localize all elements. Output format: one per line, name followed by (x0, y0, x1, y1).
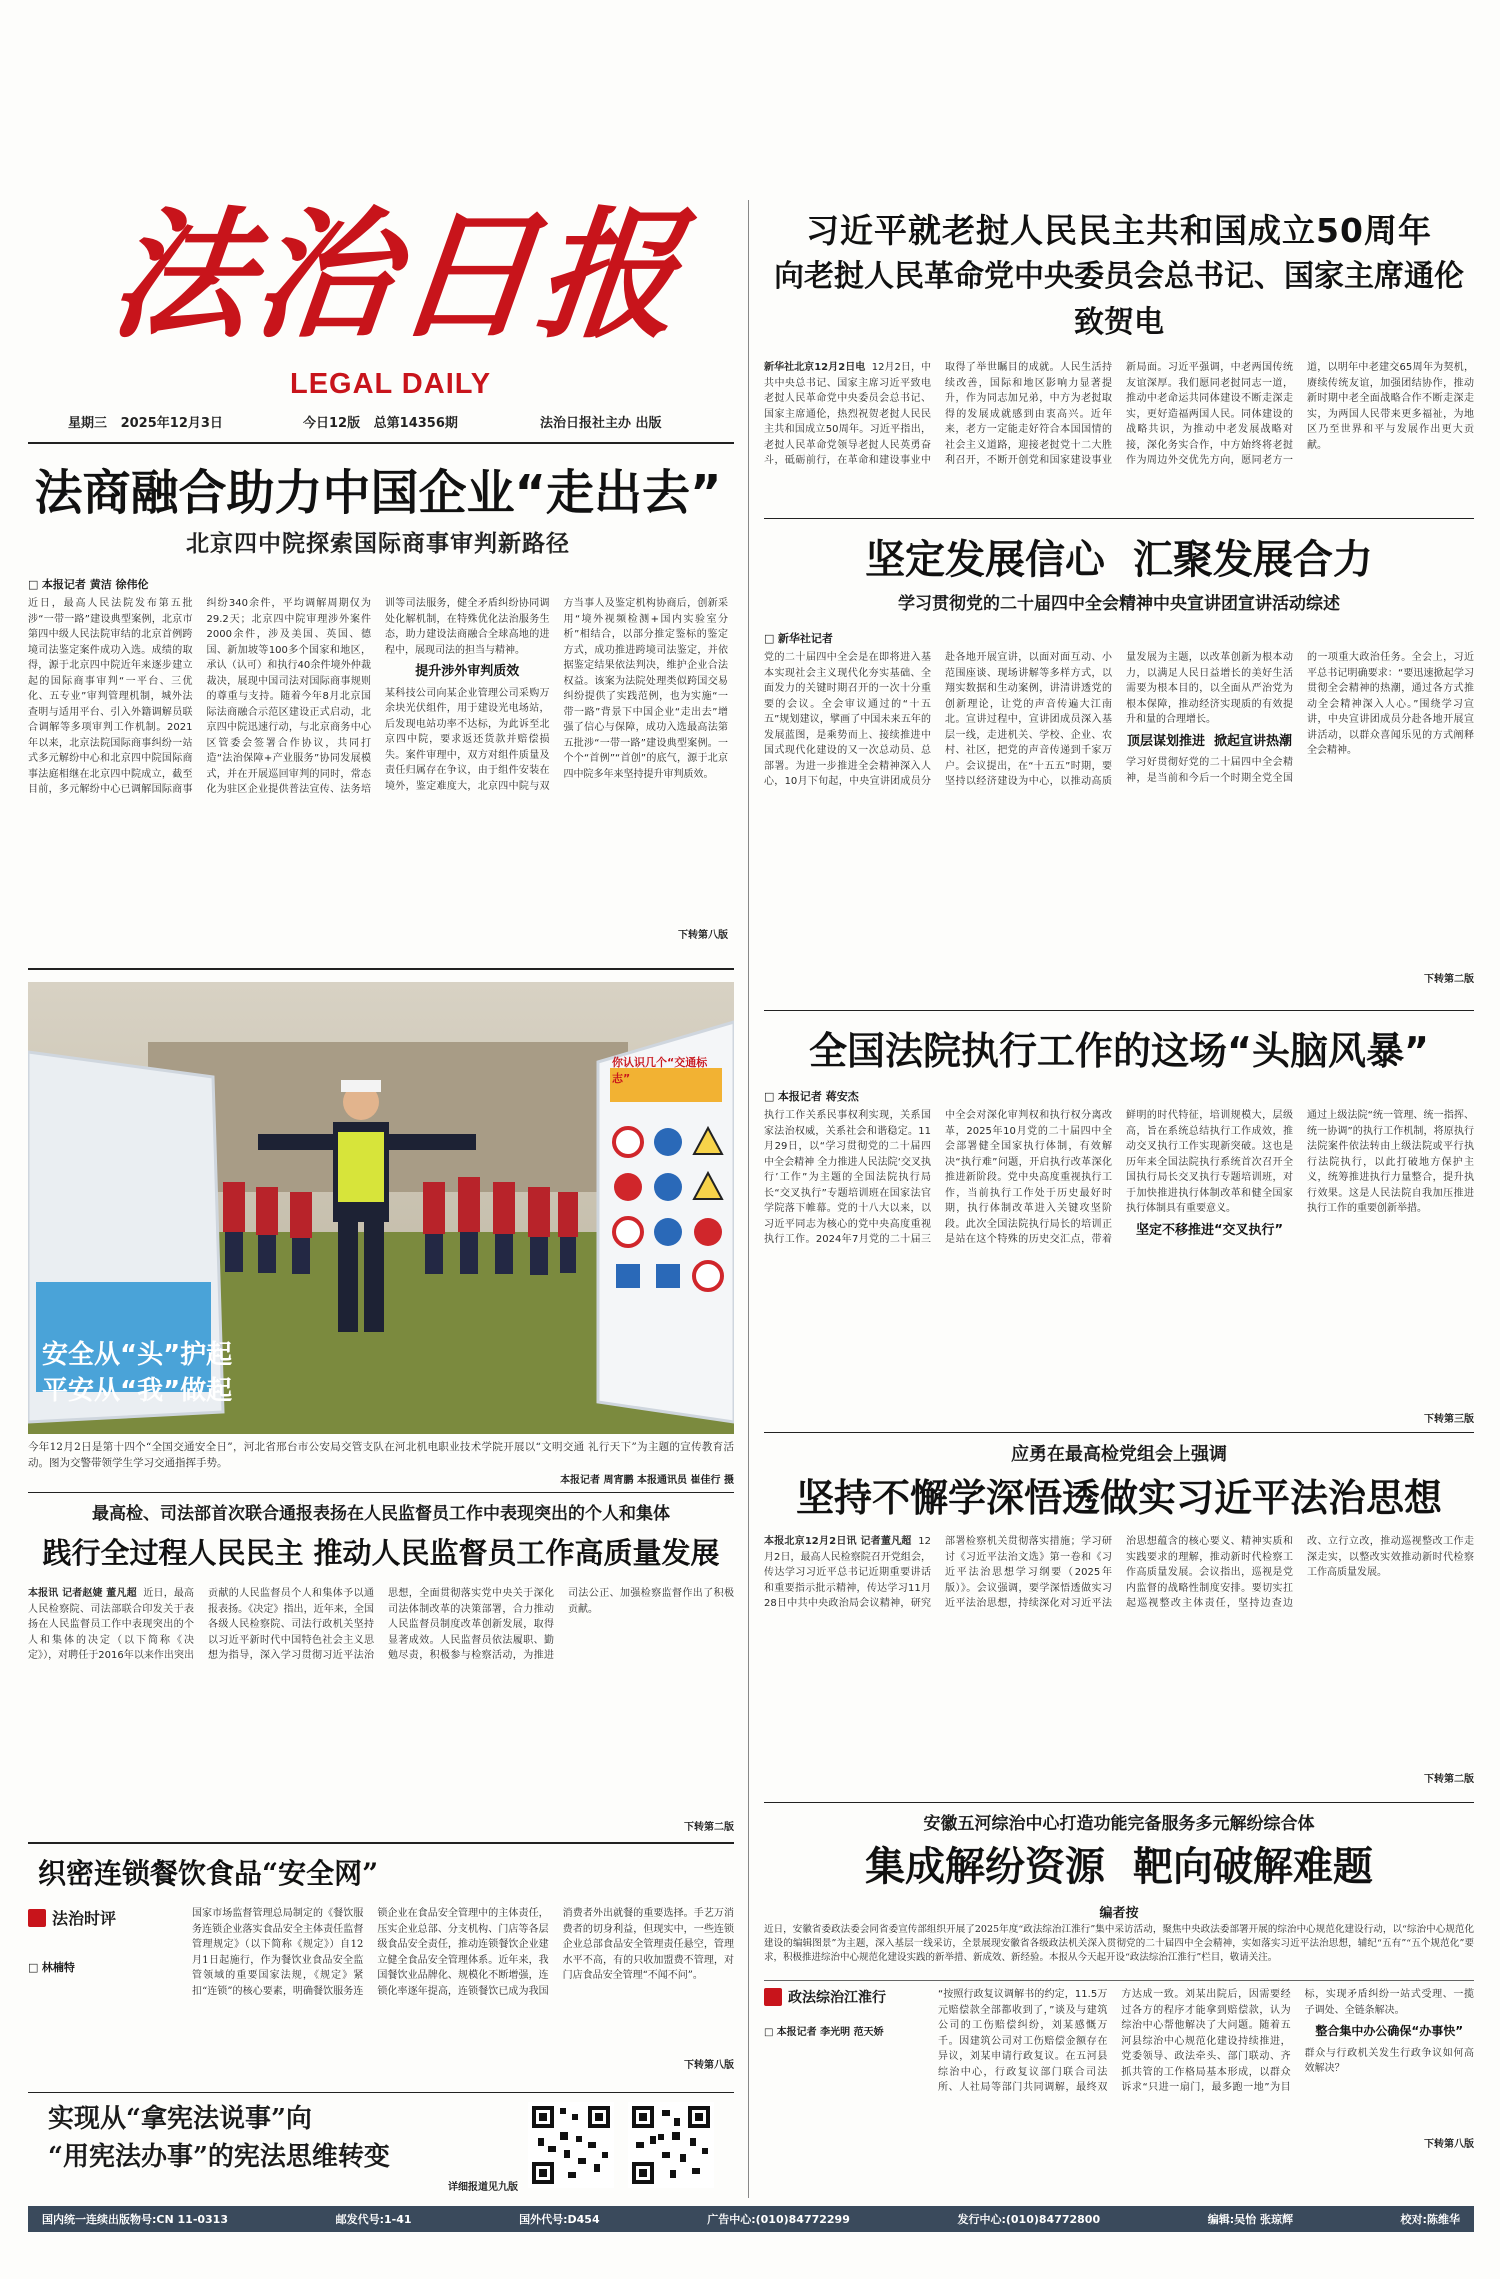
study-headline: 坚持不懈学深悟透做实习近平法治思想 (795, 1476, 1442, 1520)
divider (764, 518, 1474, 519)
business-text: 近日，最高人民法院发布第五批涉“一带一路”建设典型案例，北京市第四中级人民法院审结的北京首例跨境司法鉴定案件成功入选。成绩的取得，源于北京四中院近年来逐步建立起的国际商事审判“一平台、三优化、五专业”审判管理机制，城外法查明与适用平台、引入外籍调解员联合调解等多项审判工作机制。2021年以来，北京法院国际商事纠纷一站式多元解纷中心和北京四中院国际商事法庭相继在北京四中院成立，截至目前，多元解纷中心已调解国际商事纠纷340余件，平均调解周期仅为29.2天；北京四中院审理涉外案件2000余件，涉及美国、英国、德国、新加坡等100多个国家和地区，承认（认可）和执行40余件境外仲裁裁决，展现中国司法对国际商事规则的尊重与支持。随着今年8月北京国际法商融合示范区建设正式启动，北京四中院迅速行动，与北京商务中心区管委会签署合作协议，共同打造“法治保障+产业服务”协同发展模式，并在开展巡回审判的同时，常态化为驻区企业提供普法宣传、法务培训等司法服务，健全矛盾纠纷协同调处化解机制，在特殊优化法治服务生态，助力建设法商融合全球高地的进程中，展现司法的担当与精神。 (28, 598, 550, 795)
footer-editors: 编辑:吴怡 张琼辉 (1207, 2213, 1293, 2226)
constitution-continued: 详细报道见九版 (448, 2182, 518, 2193)
story-constitution (28, 2100, 734, 2196)
photo-sign-title: 你认识几个“交通标志” (612, 1056, 708, 1085)
dispute-byline: □ 本报记者 李光明 范天娇 (764, 2023, 924, 2038)
divider (764, 1010, 1474, 1011)
masthead-pages (303, 412, 458, 431)
top-story (764, 208, 1474, 513)
study-byline: 本报北京12月2日讯 记者董凡超 (764, 1536, 912, 1547)
story-study (764, 1440, 1474, 1800)
dispute-text: “按照行政复议调解书的约定，11.5万元赔偿款全部都收到了，”谈及与建筑公司的工伤赔偿纠纷，刘某感慨万千。因建筑公司对工伤赔偿金额存在异议，刘某申请行政复议。在五河县综治中心，行政复议部门联合司法所、人社局等部门共同调解，最终双方达成一致。刘某出院后，因需要经过各方的程序才能拿到赔偿款，认为综治中心帮他解决了大问题。随着五河县综治中心规范化建设持续推进，党委领导、政法牵头、部门联动、齐抓共管的工作格局基本形成，以群众诉求“只进一扇门，最多跑一地”为目标，实现矛盾纠纷一站式受理、一揽子调处、全链条解决。 (938, 1989, 1474, 2093)
story-dispute (764, 1810, 1474, 2198)
supervisor-kicker: 最高检、司法部首次联合通报表扬在人民监督员工作中表现突出的个人和集体 (92, 1504, 670, 1524)
issue-number: 总第14356期 (373, 416, 458, 431)
supervisor-continued: 下转第二版 (684, 1822, 734, 1833)
story-confidence (764, 530, 1474, 1000)
business-text-2: 某科技公司向某企业管理公司采购万余块光伏组件，用于建设光电场站，后发现电站功率不达标，为此诉至北京四中院，要求返还货款并赔偿损失。案件审理中，双方对组件质量及责任归属存在争议，由于组件安装在境外，鉴定难度大，北京四中院与双方当事人及鉴定机构协商后，创新采用“境外视频检测+国内实验室分析”相结合，以部分推定鉴标的鉴定方式，成功推进跨境司法鉴定，并依据鉴定结果依法判决，维护企业合法权益。该案为法院处理类似跨国交易纠纷提供了实践范例，也为实施“一带一路”背景下中国企业“走出去”增强了信心与保障，成功入选最高法第五批涉“一带一路”建设典型案例。一个个“首例”“首创”的底气，源于北京四中院多年来坚持提升审判质效。 (385, 598, 728, 792)
constitution-headline-2: “用宪法办事”的宪法思维转变 (48, 2142, 390, 2172)
courts-headline: 全国法院执行工作的这场“头脑风暴” (809, 1029, 1429, 1073)
divider (28, 1492, 734, 1493)
divider (28, 2092, 734, 2093)
study-continued: 下转第二版 (1424, 1774, 1474, 1785)
column-logo-icon (28, 1909, 46, 1927)
story-business (28, 460, 728, 955)
divider (764, 1802, 1474, 1803)
food-text: 国家市场监督管理总局制定的《餐饮服务连锁企业落实食品安全主体责任监督管理规定》（以下简称《规定》）自12月1日起施行，作为餐饮业食品安全监管领域的重要国家法规，《规定》紧扣“连锁”的核心要素，明确餐饮服务连锁企业在食品安全管理中的主体责任，压实企业总部、分支机构、门店等各层级食品安全责任，推动连锁餐饮企业建立健全食品安全管理体系。近年来，我国餐饮业品牌化、规模化不断增强，连锁化率逐年提高，连锁餐饮已成为我国消费者外出就餐的重要选择。手艺万消费者的切身利益，但现实中，一些连锁企业总部食品安全管理责任悬空，管理水平不高，有的只收加盟费不管理，对门店食品安全管理“不闻不问”。 (192, 1908, 734, 1997)
dispute-text-2: 群众与行政机关发生行政争议如何高效解决？ (1304, 2047, 1474, 2074)
editor-note-title: 编者按 (1099, 1906, 1139, 1921)
photo-banner-1: 安全从“头”护起 (42, 1340, 233, 1370)
confidence-body (764, 650, 1474, 970)
supervisor-text: 近日，最高人民检察院、司法部联合印发关于表扬在人民监督员工作中表现突出的个人和集体的决定（以下简称《决定》），对聘任于2016年以来作出突出贡献的人民监督员个人和集体予以通报表扬。《决定》指出，近年来，全国各级人民检察院、司法行政机关坚持以习近平新时代中国特色社会主义思想为指导，深入学习贯彻习近平法治思想，全面贯彻落实党中央关于深化司法体制改革的决策部署，合力推动人民监督员制度改革创新发展，取得显著成效。人民监督员依法履职、勤勉尽责，积极参与检察活动，为推进司法公正、加强检察监督作出了积极贡献。 (28, 1588, 734, 1661)
column-gutter (748, 200, 749, 2198)
photo-caption (28, 1440, 734, 1486)
footer-dist: 发行中心:(010)84772800 (957, 2213, 1101, 2226)
dispute-column (764, 1987, 924, 2007)
food-headline: 织密连锁餐饮食品“安全网” (38, 1857, 379, 1890)
divider (28, 968, 734, 970)
story-food (28, 1850, 734, 2090)
confidence-subtitle: 顶层谋划推进 掀起宣讲热潮 (1126, 733, 1293, 749)
dispute-kicker: 安徽五河综治中心打造功能完备服务多元解纷综合体 (923, 1814, 1315, 1834)
qr-code-1[interactable] (528, 2102, 614, 2188)
confidence-subhead: 学习贯彻党的二十届四中全会精神中央宣讲团宣讲活动综述 (898, 594, 1340, 614)
top-story-body (764, 360, 1474, 510)
courts-continued: 下转第三版 (1424, 1414, 1474, 1425)
confidence-byline: □ 新华社记者 (764, 630, 1474, 646)
column-logo-icon (764, 1988, 782, 2006)
study-text: 12月2日，最高人民检察院召开党组会，传达学习习近平总书记近期重要讲话和重要指示批示精神，传达学习11月28日中共中央政治局会议精神，研究部署检察机关贯彻落实措施；学习研讨《习近平法治文选》第一卷和《习近平法治思想学习纲要（2025年版）》。会议强调，要学深悟透做实习近平法治思想，持续深化对习近平法治思想蕴含的核心要义、精神实质和实践要求的理解，推动新时代检察工作高质量发展。会议指出，巡视是党内监督的战略性制度安排。要切实扛起巡视整改主体责任，坚持边查边改、立行立改，推动巡视整改工作走深走实，以整改实效推动新时代检察工作高质量发展。 (764, 1536, 1474, 1609)
supervisor-headline: 践行全过程人民民主 推动人民监督员工作高质量发展 (42, 1536, 720, 1570)
constitution-headline-1: 实现从“拿宪法说事”向 (48, 2104, 312, 2134)
study-kicker: 应勇在最高检党组会上强调 (1011, 1444, 1227, 1465)
confidence-continued: 下转第二版 (1424, 974, 1474, 985)
masthead-rule (28, 442, 734, 444)
courts-byline: □ 本报记者 蒋安杰 (764, 1088, 1474, 1104)
weekday: 星期三 (68, 416, 108, 431)
business-body (28, 596, 728, 926)
supervisor-byline: 本报讯 记者赵婕 董凡超 (28, 1588, 137, 1599)
top-story-text: 12月2日，中共中央总书记、国家主席习近平致电老挝人民革命党中央委员会总书记、国家主席通伦，热烈祝贺老挝人民民主共和国成立50周年。习近平指出，老挝人民革命党领导老挝人民英勇奋斗，砥砺前行，在革命和建设事业中取得了举世瞩目的成就。人民生活持续改善，国际和地区影响力显著提升，作为同志加兄弟，中方为老挝取得的发展成就感到由衷高兴。近年来，老方一定能走好符合本国国情的社会主义道路，迎接老挝党十二大胜利召开，不断开创党和国家建设事业新局面。习近平强调，中老两国传统友谊深厚。我们愿同老挝同志一道，推动中老命运共同体建设不断走深走实，更好造福两国人民。同体建设的战略共识，为推动中老发展战略对接，深化务实合作，中方始终将老挝作为周边外交优先方向，愿同老方一道，以明年中老建交65周年为契机，赓续传统友谊，加强团结协作，推动新时期中老全面战略合作不断走深走实，为两国人民带来更多福祉，为地区乃至世界和平与发展作出更大贡献。 (764, 362, 1474, 466)
story-courts (764, 1020, 1474, 1430)
business-headline: 法商融合助力中国企业“走出去” (34, 465, 722, 521)
business-subhead: 北京四中院探索国际商事审判新路径 (186, 531, 570, 557)
top-story-headline-1: 习近平就老挝人民民主共和国成立50周年 (806, 211, 1432, 250)
courts-text: 执行工作关系民事权利实现，关系国家法治权威，关系社会和谐稳定。11月29日，以“学习贯彻党的二十届四中全会精神 全力推进人民法院‘交叉执行’工作”为主题的全国法院执行局长“交叉执行”专题培训班在国家法官学院落下帷幕。党的十八大以来，以习近平同志为核心的党中央高度重视执行工作。2024年7月党的二十届三中全会对深化审判权和执行权分离改革，2025年10月党的二十届四中全会部署健全国家执行体制，有效解决“执行难”问题，开启执行改革深化推进新阶段。党中央高度重视执行工作，当前执行工作处于历史最好时期，执行体制改革进入关键攻坚阶段。此次全国法院执行局长的培训正是站在这个特殊的历史交汇点，带着鲜明的时代特征，培训规模大，层级高，旨在系统总结执行工作成效，推动交叉执行工作实现新突破。这也是历年来全国法院执行系统首次召开全国执行局长交叉执行专题培训班，对于加快推进执行体制改革和健全国家执行体制具有重要意义。 (764, 1110, 1293, 1245)
caption-text: 今年12月2日是第十四个“全国交通安全日”，河北省邢台市公安局交管支队在河北机电职业技术学院开展以“文明交通 礼行天下”为主题的宣传教育活动。图为交警带领学生学习交通指挥手势。 (28, 1441, 734, 1469)
publisher: 法治日报社主办 出版 (540, 416, 662, 431)
dispute-column-label: 政法综治江淮行 (788, 1990, 886, 2006)
photo-banner-2: 平安从“我”做起 (42, 1376, 233, 1406)
courts-subtitle: 坚定不移推进“交叉执行” (1135, 1222, 1284, 1238)
food-body (192, 1906, 734, 2056)
dispute-column-box (764, 1987, 924, 2135)
footer-cn: 国内统一连续出版物号:CN 11-0313 (42, 2213, 228, 2226)
business-continued: 下转第八版 (678, 930, 728, 941)
food-continued: 下转第八版 (684, 2060, 734, 2071)
divider (28, 1842, 734, 1844)
food-column-box (28, 1906, 178, 2056)
dispute-continued: 下转第八版 (1424, 2139, 1474, 2150)
confidence-text-2: 学习好贯彻好党的二十届四中全会精神，是当前和今后一个时期全党全国的一项重大政治任务。全会上，习近平总书记明确要求：“要迅速掀起学习贯彻全会精神的热潮，通过各方式推动全会精神深入人心。”围绕学习宣讲，中央宣讲团成员分赴各地开展宣讲活动，以群众喜闻乐见的方式阐释全会精神。 (1126, 652, 1474, 784)
food-column-label: 法治时评 (52, 1909, 117, 1928)
qr-code-2[interactable] (628, 2102, 714, 2188)
news-photo (28, 982, 734, 1434)
footer-abroad: 国外代号:D454 (519, 2213, 600, 2226)
food-column (28, 1906, 178, 1929)
photo-credit: 本报记者 周宵鹏 本报通讯员 崔佳行 摄 (560, 1475, 734, 1486)
masthead-title: 法治日报 (103, 194, 689, 358)
story-supervisor (28, 1500, 734, 1840)
confidence-headline: 坚定发展信心 汇聚发展合力 (865, 537, 1373, 583)
dispute-headline: 集成解纷资源 靶向破解难题 (865, 1844, 1373, 1890)
editor-note: 近日，安徽省委政法委会同省委宣传部组织开展了2025年度“政法综治江淮行”集中采访活动，聚焦中央政法委部署开展的综治中心规范化建设行动，以“综治中心规范化建设的编辑图景”为主题，深入基层一线采访，全景展现安徽省各级政法机关深入贯彻党的二十届四中全会精神，实如落实习近平法治思想，辅纪“五有”“五个规范化”要求，积极推进综治中心规范化建设实践的新举措、新成效、新经验。本报从今天起开设“政法综治江淮行”栏目，敬请关注。 (764, 1923, 1474, 1981)
masthead-dateline (68, 412, 223, 431)
business-byline: □ 本报记者 黄洁 徐伟伦 (28, 576, 728, 592)
dispute-subtitle: 整合集中办公确保“办事快” (1315, 2024, 1464, 2038)
business-subtitle: 提升涉外审判质效 (415, 664, 520, 679)
footer-proof: 校对:陈维华 (1400, 2213, 1460, 2226)
footer-bar (28, 2206, 1474, 2232)
courts-body (764, 1108, 1474, 1410)
divider (764, 1432, 1474, 1433)
supervisor-body (28, 1586, 734, 1818)
date: 2025年12月3日 (120, 416, 223, 431)
footer-post: 邮发代号:1-41 (335, 2213, 412, 2226)
courts-text-2: 通过上级法院“统一管理、统一指挥、统一协调”的执行工作机制，将原执行法院案件依法转由上级法院或平行执行法院执行，以此打破地方保护主义，统筹推进执行力量整合，提升执行效果。这是人民法院自我加压推进执行工作的重要创新举措。 (1307, 1110, 1474, 1214)
page-count: 今日12版 (303, 416, 361, 431)
study-body (764, 1534, 1474, 1770)
confidence-text: 党的二十届四中全会是在即将进入基本实现社会主义现代化夯实基础、全面发力的关键时期召开的一次十分重要的会议。全会审议通过的“十五五”规划建议，擘画了中国未来五年的发展蓝图，是乘势而上、接续推进中国式现代化建设的又一次总动员、总部署。为进一步推进全会精神深入人心，10月下旬起，中央宣讲团成员分赴各地开展宣讲，以面对面互动、小范围座谈、现场讲解等多样方式，以翔实数据和生动案例，讲清讲透党的创新理论，让党的声音传遍大江南北。宣讲过程中，宣讲团成员深入基层一线，走进机关、学校、企业、农村、社区，把党的声音传递到千家万户。会议提出，在“十五五”时期，要坚持以经济建设为中心，以推动高质量发展为主题，以改革创新为根本动力，以满足人民日益增长的美好生活需要为根本目的，以全面从严治党为根本保障，推动经济实现质的有效提升和量的合理增长。 (764, 652, 1293, 787)
food-byline: □ 林楠特 (28, 1959, 178, 1975)
masthead (28, 196, 728, 446)
top-story-headline-2: 向老挝人民革命党中央委员会总书记、国家主席通伦致贺电 (774, 259, 1464, 340)
top-story-dateline: 新华社北京12月2日电 (764, 362, 866, 373)
dispute-body (938, 1987, 1474, 2135)
masthead-english: LEGAL DAILY (290, 368, 492, 400)
footer-ad: 广告中心:(010)84772299 (707, 2213, 850, 2226)
